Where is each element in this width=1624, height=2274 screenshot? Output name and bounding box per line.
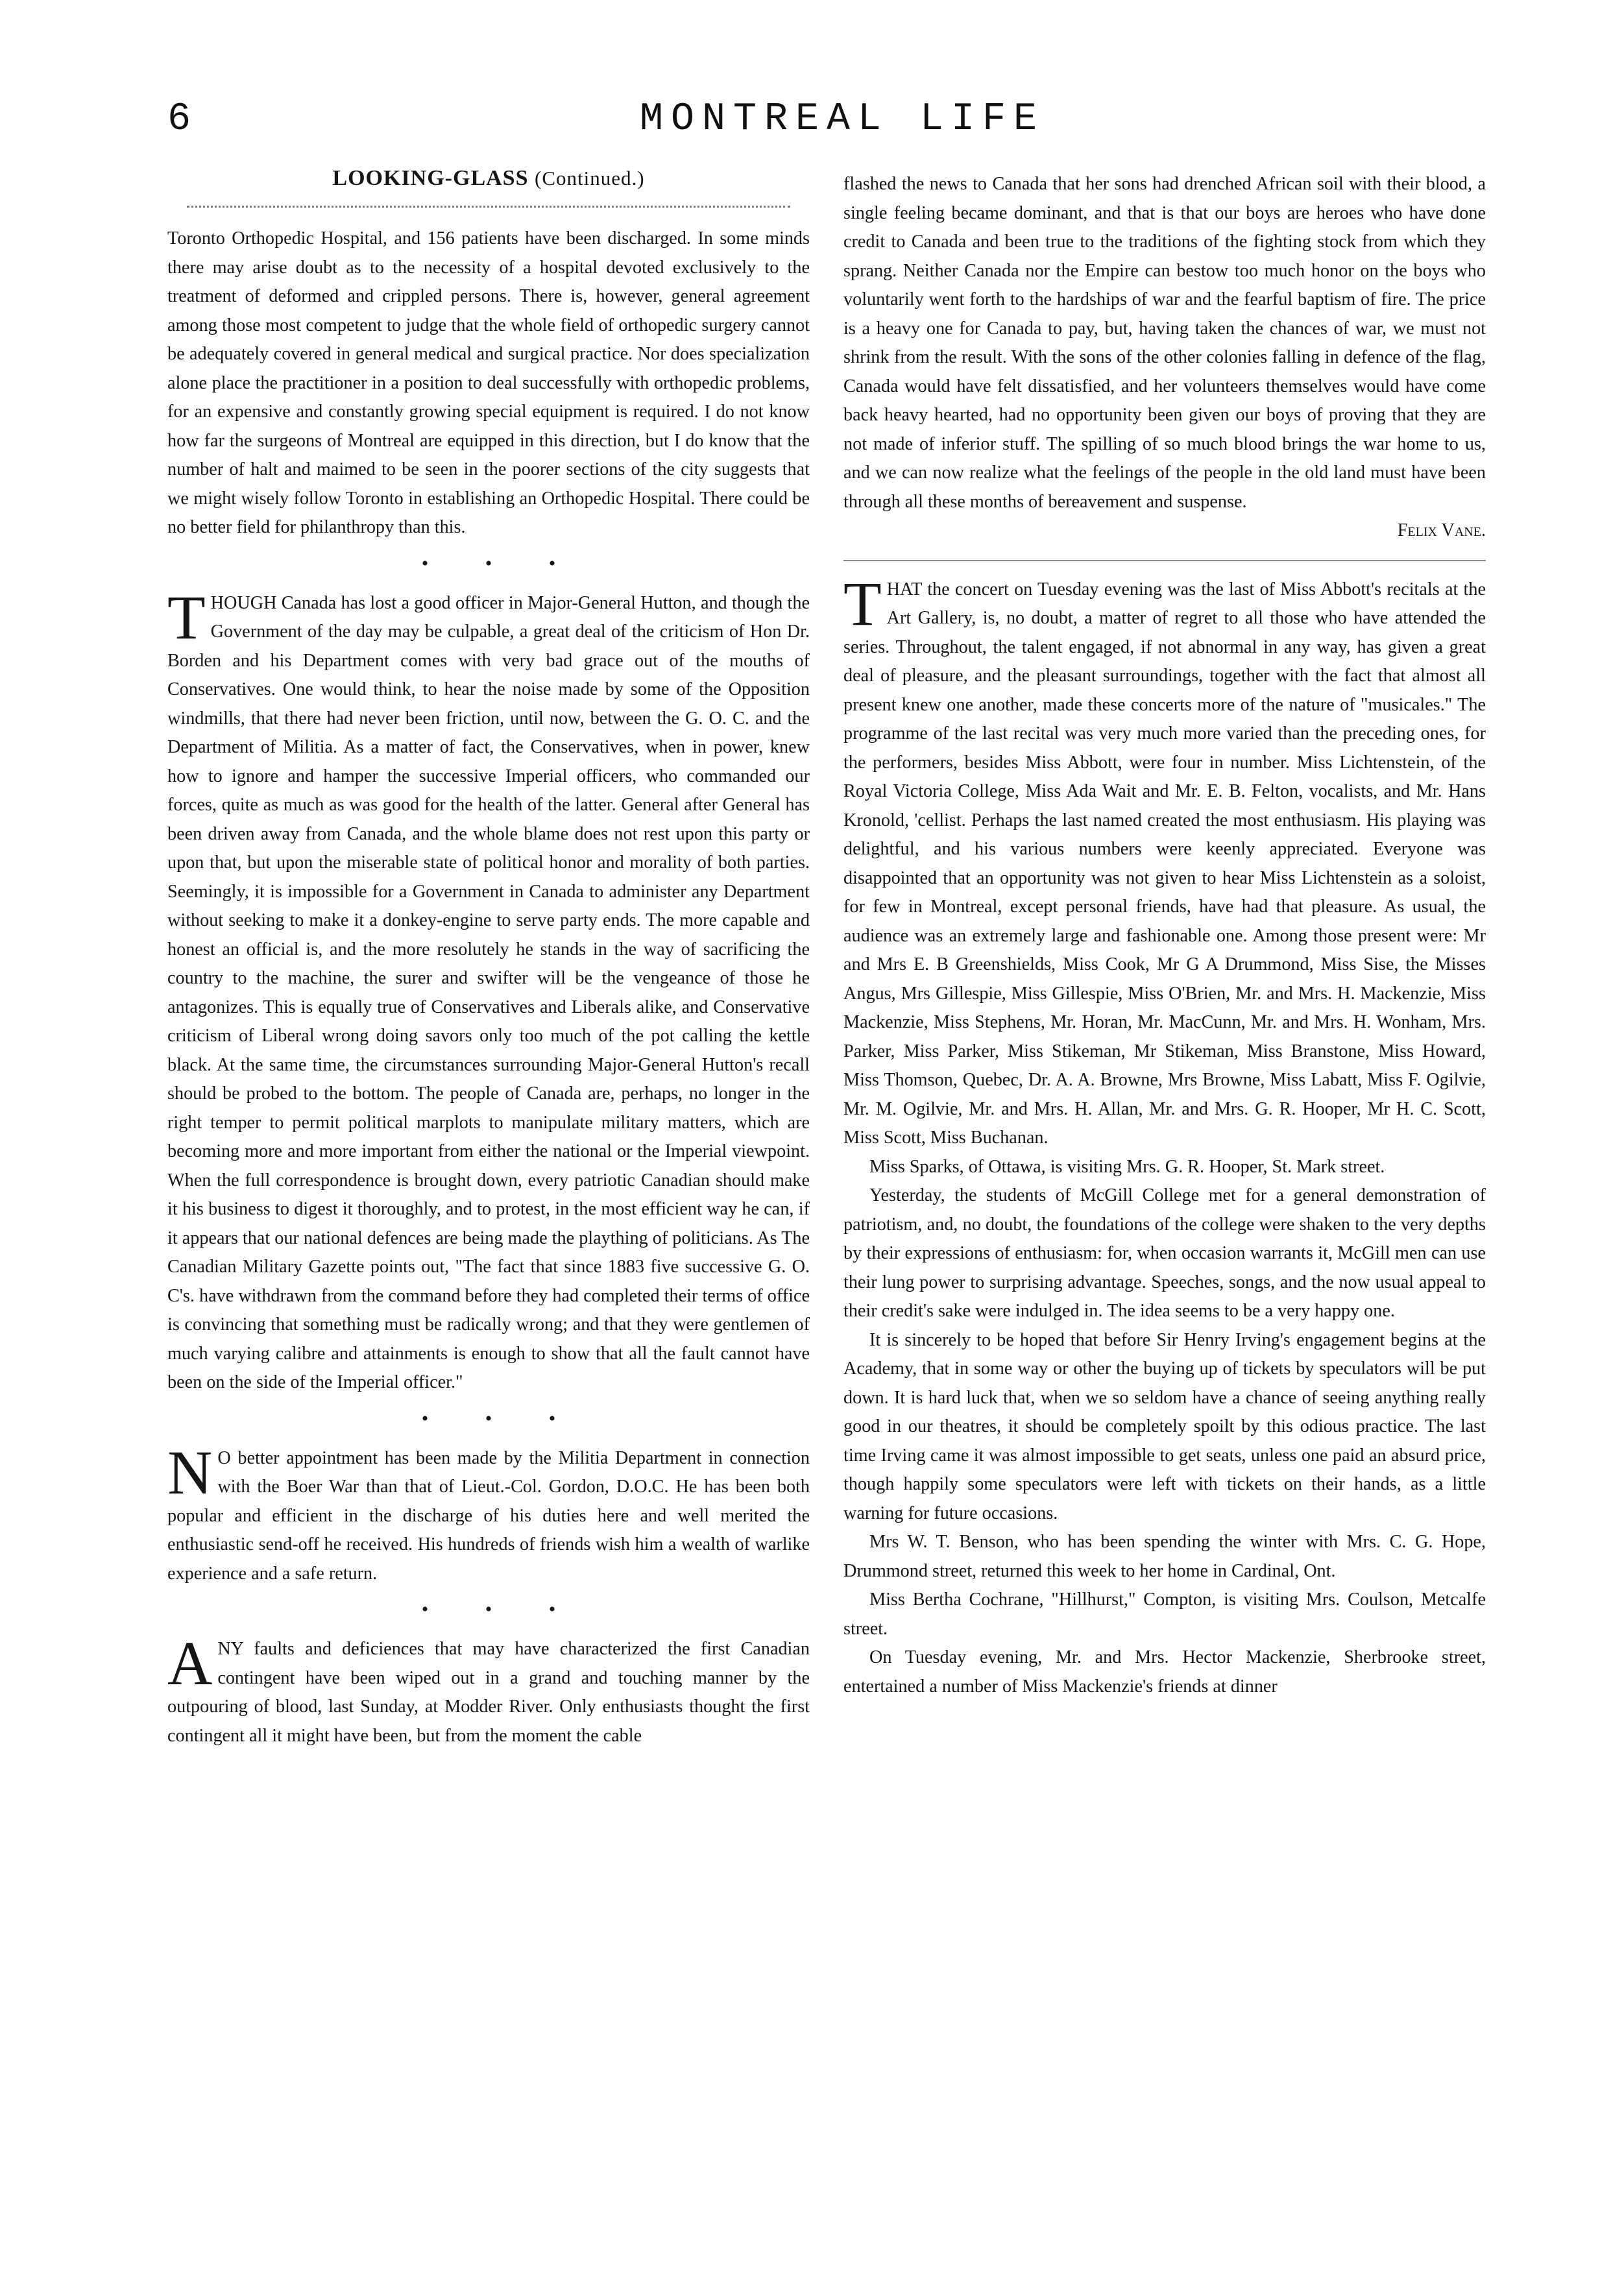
- article-paragraph: [167, 1628, 810, 1750]
- article-text: NY faults and deficiences that may have characterized the first Canadian contingent have been wiped out in a grand and touching manner by the outpouring of blood, last Sunday, at Modder River. Only enthusiasts thought the first contingent all it might have been, but from the moment the cable: [167, 1639, 810, 1746]
- separator-dots: • • •: [421, 1407, 582, 1429]
- publication-title: MONTREAL LIFE: [639, 97, 1045, 141]
- right-column: [843, 170, 1486, 1701]
- article-text: HOUGH Canada has lost a good officer in Major-General Hutton, and though the Government of the day may be culpable, a great deal of the criticism of Hon Dr. Borden and his Department comes with very bad grace out of the mouths of Conservatives. One would think, to hear the noise made by some of the Opposition windmills, that there had never been friction, until now, between the G. O. C. and the Department of Militia. As a matter of fact, the Conservatives, when in power, knew how to ignore and hamper the successive Imperial officers, who commanded our forces, quite as much as was good for the health of the latter. General after General has been driven away from Canada, and the whole blame does not rest upon this party or upon that, but upon the miserable state of political honor and morality of both parties. Seemingly, it is impossible for a Government in Canada to administer any Department without seeking to make it a donkey-engine to serve party ends. The more capable and honest an official is, and the more resolutely he stands in the way of sacrificing the country to the machine, the surer and swifter will be the vengeance of those he antagonizes. This is equally true of Conservatives and Liberals alike, and Conservative criticism of Liberal wrong doing savors only too much of the pot calling the kettle black. At the same time, the circumstances surrounding Major-General Hutton's recall should be probed to the bottom. The people of Canada are, perhaps, no longer in the right temper to permit political marplots to manipulate military matters, which are becoming more and more important from either the national or the Imperial viewpoint. When the full correspondence is brought down, every patriotic Canadian should make it his business to digest it thoroughly, and to protest, in the most efficient way he can, if it appears that our national defences are being made the plaything of politicians. As The Canadian Military Gazette points out, "The fact that since 1883 five successive G. O. C's. have withdrawn from the command before they had completed their terms of office is convincing that something must be radically wrong; and that they were gentlemen of much varying calibre and attainments is enough to show that all the fault cannot have been on the side of the Imperial officer.": [167, 592, 810, 1392]
- article-paragraph: flashed the news to Canada that her sons had drenched African soil with their blood, a single feeling became dominant, and that is that our boys are heroes who have done credit to Canada and been true to the traditions of the fighting stock from which they sprang. Neither Canada nor the Empire can bestow too much honor on the boys who voluntarily went forth to the hardships of war and the fearful baptism of fire. The price is a heavy one for Canada to pay, but, having taken the chances of war, we must not shrink from the result. With the sons of the other colonies falling in defence of the flag, Canada would have felt dissatisfied, and her volunteers themselves would have come back heavy hearted, had no opportunity been given our boys of proving that they are not made of inferior stuff. The spilling of so much blood brings the war home to us, and we can now realize what the feelings of the people in the old land must have been through all these months of bereavement and suspense.: [843, 174, 1486, 512]
- article-paragraph: Yesterday, the students of McGill College met for a general demonstration of patriotism, and, no doubt, the foundations of the college were shaken to the very depths by their expressions of enthusiasm: for, when occasion warrants it, McGill men can use their lung power to surprising advantage. Speeches, songs, and the now usual appeal to their credit's sake were indulged in. The idea seems to be a very happy one.: [843, 1185, 1486, 1321]
- separator-dots: • • •: [421, 552, 582, 574]
- article-paragraph: Miss Bertha Cochrane, "Hillhurst," Compton, is visiting Mrs. Coulson, Metcalfe street.: [843, 1590, 1486, 1639]
- article-paragraph: Mrs W. T. Benson, who has been spending the winter with Mrs. C. G. Hope, Drummond street, returned this week to her home in Cardinal, Ont.: [843, 1532, 1486, 1581]
- article-paragraph: Miss Sparks, of Ottawa, is visiting Mrs. G. R. Hooper, St. Mark street.: [869, 1156, 1385, 1177]
- drop-cap: T: [843, 568, 882, 638]
- article-paragraph: It is sincerely to be hoped that before Sir Henry Irving's engagement begins at the Academy, that in some way or other the buying up of tickets by speculators will be put down. It is hard luck that, when we so seldom have a chance of seeing anything really good in our theatres, it should be completely spoilt by this odious practice. The last time Irving came it was almost impossible to get seats, unless one paid an absurd price, though happily some speculators were left with tickets on their hands, as a little warning for future occasions.: [843, 1329, 1486, 1523]
- author-signature: Felix Vane.: [1397, 520, 1486, 540]
- section-title-text: LOOKING-GLASS: [332, 166, 529, 190]
- section-continued: (Continued.): [535, 167, 645, 189]
- divider: [843, 560, 1486, 561]
- article-paragraph: Toronto Orthopedic Hospital, and 156 patients have been discharged. In some minds there may arise doubt as to the necessity of a hospital devoted exclusively to the treatment of deformed and crippled persons. There is, however, general agreement among those most competent to judge that the whole field of orthopedic surgery cannot be adequately covered in general medical and surgical practice. Nor does specialization alone place the practitioner in a position to deal successfully with orthopedic problems, for an expensive and constantly growing special equipment is required. I do not know how far the surgeons of Montreal are equipped in this direction, but I do know that the number of halt and maimed to be seen in the poorer sections of the city suggests that we might wisely follow Toronto in establishing an Orthopedic Hospital. There could be no better field for philanthropy than this.: [167, 228, 810, 537]
- drop-cap: N: [167, 1437, 213, 1507]
- article-paragraph: On Tuesday evening, Mr. and Mrs. Hector Mackenzie, Sherbrooke street, entertained a number of Miss Mackenzie's friends at dinner: [843, 1647, 1486, 1697]
- article-paragraph: [843, 568, 1486, 1153]
- drop-cap: A: [167, 1628, 213, 1698]
- section-title: [167, 165, 810, 191]
- article-text: HAT the concert on Tuesday evening was the last of Miss Abbott's recitals at the Art Gallery, is, no doubt, a matter of regret to all those who have attended the series. Throughout, the talent engaged, if not abnormal in any way, has given a great deal of pleasure, and the pleasant surroundings, together with the fact that almost all present knew one another, made these concerts more of the nature of "musicales." The programme of the last recital was very much more varied than the preceding ones, for the performers, besides Miss Abbott, were four in number. Miss Lichtenstein, of the Royal Victoria College, Miss Ada Wait and Mr. E. B. Felton, vocalists, and Mr. Hans Kronold, 'cellist. Perhaps the last named created the most enthusiasm. His playing was delightful, and his various numbers were keenly appreciated. Everyone was disappointed that an opportunity was not given to hear Miss Lichtenstein as a soloist, for few in Montreal, except personal friends, have had that pleasure. As usual, the audience was an extremely large and fashionable one. Among those present were: Mr and Mrs E. B Greenshields, Miss Cook, Mr G A Drummond, Miss Sise, the Misses Angus, Mrs Gillespie, Miss Gillespie, Miss O'Brien, Mr. and Mrs. H. Mackenzie, Miss Mackenzie, Miss Stephens, Mr. Horan, Mr. MacCunn, Mr. and Mrs. H. Wonham, Mrs. Parker, Miss Parker, Miss Stikeman, Mr Stikeman, Miss Branstone, Miss Howard, Miss Thomson, Quebec, Dr. A. A. Browne, Mrs Browne, Miss Labatt, Miss F. Ogilvie, Mr. M. Ogilvie, Mr. and Mrs. H. Allan, Mr. and Mrs. G. R. Hooper, Mr H. C. Scott, Miss Scott, Miss Buchanan.: [843, 579, 1486, 1148]
- left-column: [167, 165, 810, 1750]
- page-header: [167, 91, 1485, 162]
- separator-dots: • • •: [421, 1599, 582, 1620]
- page-number: 6: [167, 97, 191, 141]
- article-text: O better appointment has been made by the Militia Department in connection with the Boer War than that of Lieut.-Col. Gordon, D.O.C. He has been both popular and efficient in the discharge of his duties here and well merited the enthusiastic send-off he received. His hundreds of friends wish him a wealth of warlike experience and a safe return.: [167, 1447, 810, 1584]
- drop-cap: T: [167, 582, 206, 652]
- article-paragraph: [167, 582, 810, 1397]
- article-paragraph: [167, 1437, 810, 1589]
- ornamental-rule: [187, 199, 790, 208]
